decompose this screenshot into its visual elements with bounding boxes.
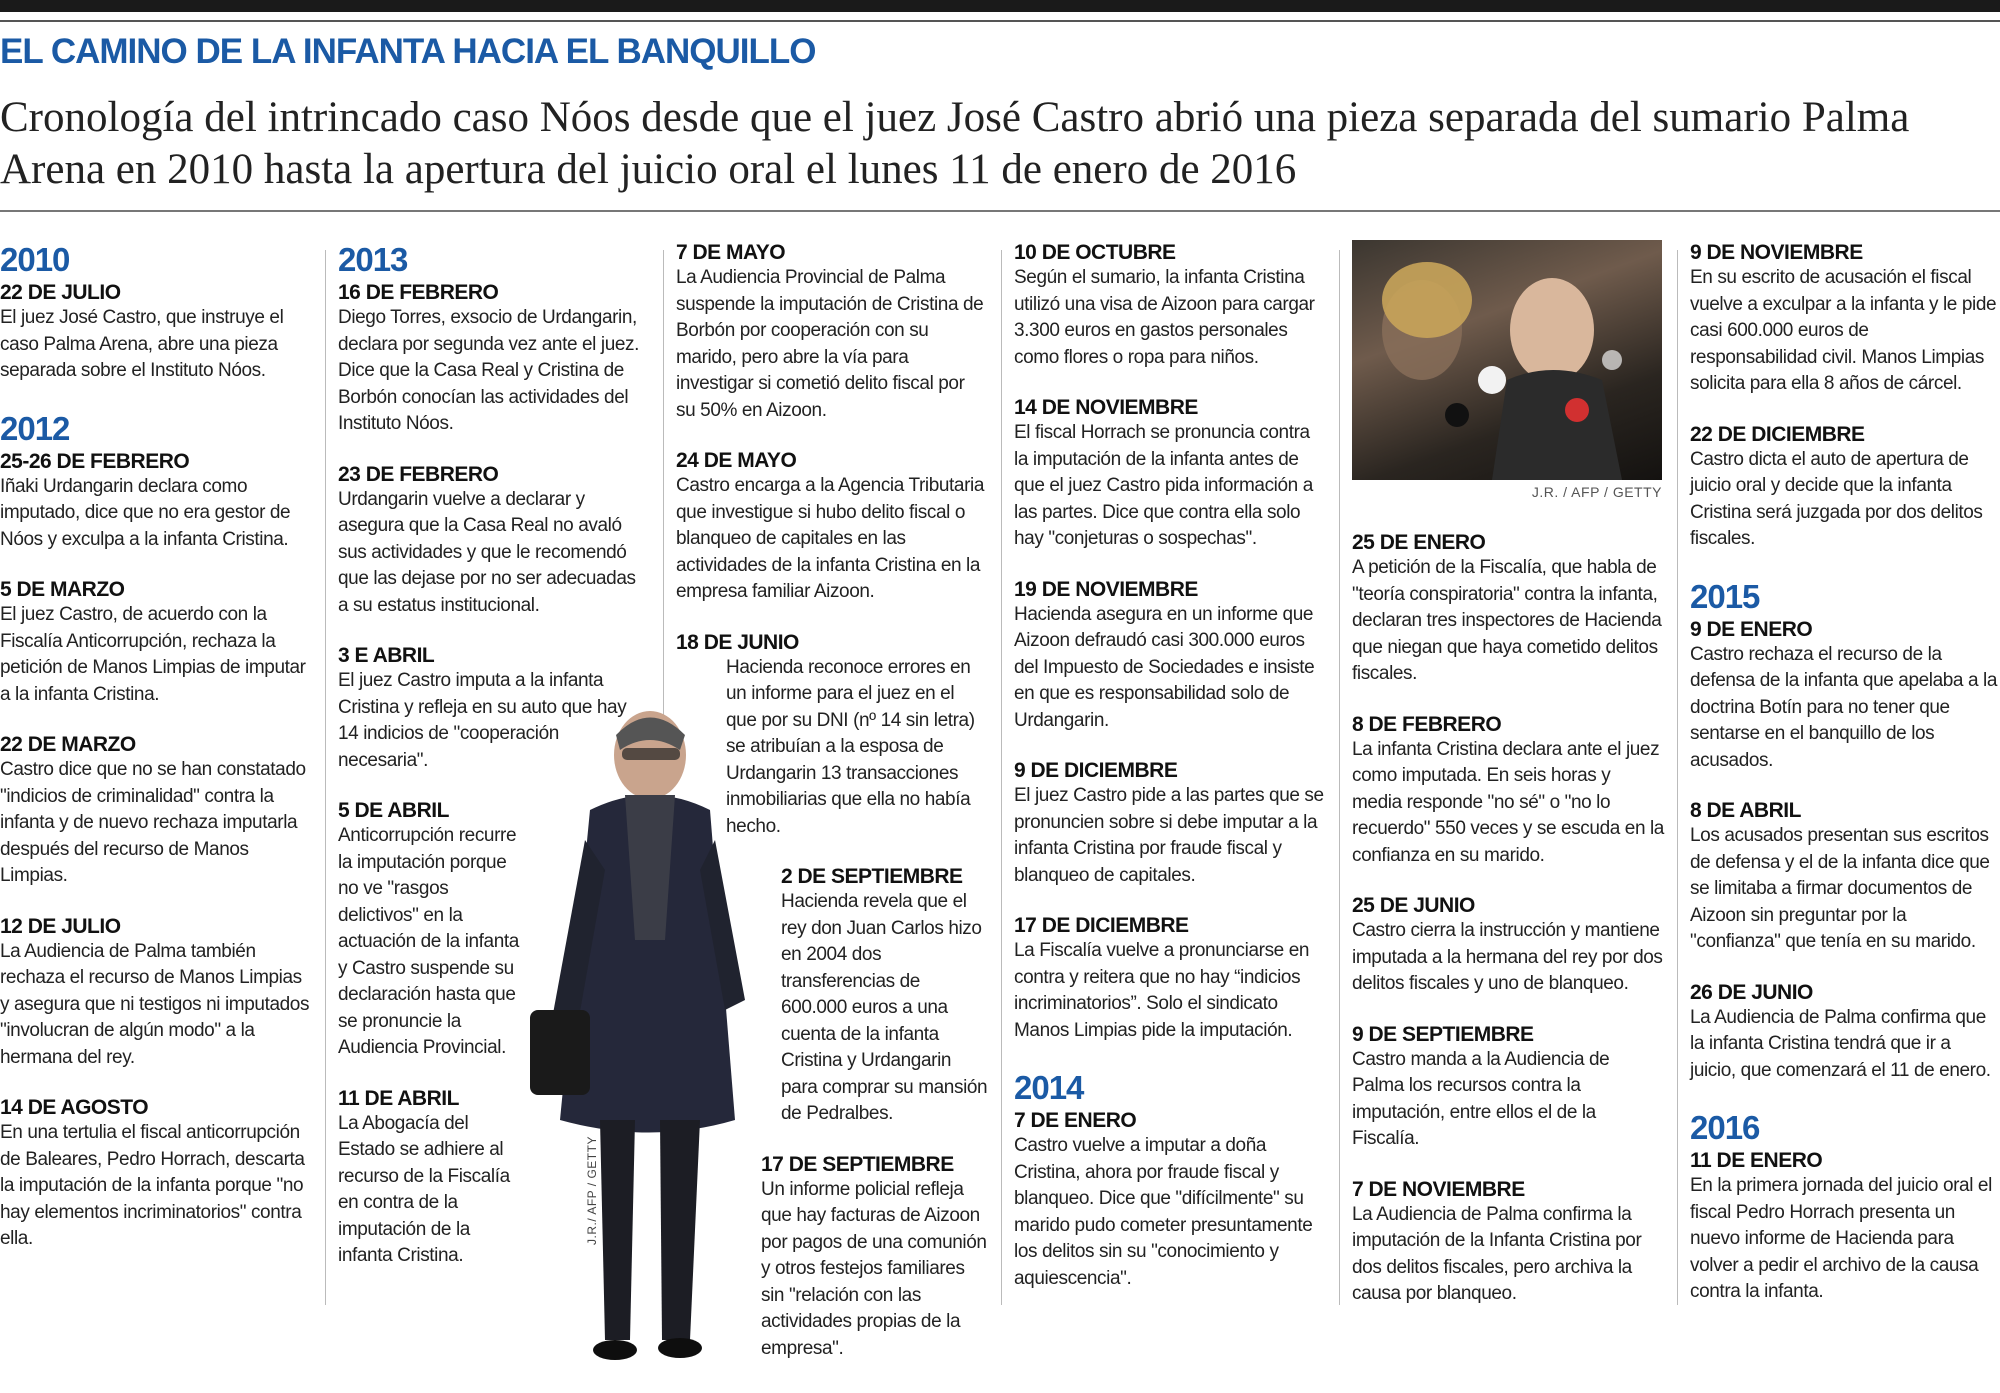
event-date: 23 DE FEBRERO: [338, 462, 499, 486]
event-text: La Fiscalía vuelve a pronunciarse en contra y reitera que no hay “indicios incriminatorios”. Solo el sindicato Manos Limpias pide la imputación.: [1014, 940, 1310, 1041]
event-text: Diego Torres, exsocio de Urdangarin, declara por segunda vez ante el juez. Dice que la Casa Real y Cristina de Borbón conocían las actividades del Instituto Nóos.: [338, 307, 640, 434]
event-date: 7 DE MAYO: [676, 241, 786, 264]
timeline-event: [1690, 1148, 2000, 1306]
timeline-event: [0, 449, 312, 554]
timeline-event: [1014, 758, 1326, 889]
timeline-event: [1352, 1022, 1664, 1153]
event-text: Castro encarga a la Agencia Tributaria que investigue si hubo delito fiscal o blanqueo de capitales en las actividades de la infanta Cristina en la empresa familiar Aizoon.: [676, 475, 984, 602]
column-divider: [1001, 250, 1002, 1305]
event-date: 17 DE SEPTIEMBRE: [761, 1152, 954, 1176]
event-text: Castro dice que no se han constatado "indicios de criminalidad" contra la infanta y de nuevo rechaza imputarla después del recurso de Manos Limpias.: [0, 759, 306, 886]
photo-credit-vertical: J.R./ AFP / GETTY: [585, 1136, 599, 1245]
event-text: Según el sumario, la infanta Cristina utilizó una visa de Aizoon para cargar 3.300 euros en gastos personales como flores o ropa para niños.: [1014, 267, 1315, 368]
event-date: 5 DE ABRIL: [338, 799, 449, 822]
event-date: 25 DE ENERO: [1352, 531, 1486, 554]
timeline-event: [1352, 712, 1664, 870]
timeline-event: [1352, 530, 1664, 688]
timeline-event: [338, 1086, 528, 1270]
event-text: El juez Castro, de acuerdo con la Fiscalía Anticorrupción, rechaza la petición de Manos Limpias de imputar a la infanta Cristina.: [0, 604, 306, 705]
event-text: Castro cierra la instrucción y mantiene imputada a la hermana del rey por dos delitos fiscales y uno de blanqueo.: [1352, 920, 1663, 994]
timeline-event: [1690, 240, 2000, 398]
press-photo: [1352, 240, 1662, 500]
header-rule: [0, 210, 2000, 212]
event-text: En la primera jornada del juicio oral el fiscal Pedro Horrach presenta un nuevo informe de Hacienda para volver a pedir el archivo de la causa contra la infanta.: [1690, 1175, 1992, 1302]
event-text: La Abogacía del Estado se adhiere al recurso de la Fiscalía en contra de la imputación de la infanta Cristina.: [338, 1112, 510, 1266]
event-date: 16 DE FEBRERO: [338, 281, 499, 304]
timeline-event: [0, 280, 312, 385]
event-text: La Audiencia Provincial de Palma suspende la imputación de Cristina de Borbón por cooperación con su marido, pero abre la vía para investigar si cometió delito fiscal por su 50% en Aizoon.: [676, 267, 984, 421]
event-date: 12 DE JULIO: [0, 914, 121, 938]
year-heading: 2012: [0, 409, 70, 447]
timeline-event: [338, 280, 650, 438]
timeline-event: [1690, 422, 2000, 553]
event-date: 9 DE SEPTIEMBRE: [1352, 1022, 1534, 1046]
timeline-event: [338, 798, 528, 1062]
event-text: Iñaki Urdangarin declara como imputado, dice que no era gestor de Nóos y exculpa a la infanta Cristina.: [0, 475, 291, 550]
event-text: Castro dicta el auto de apertura de juicio oral y decide que la infanta Cristina será juzgada por dos delitos fiscales.: [1690, 448, 1983, 549]
walking-man-photo: [530, 700, 760, 1380]
event-date: 11 DE ABRIL: [338, 1086, 459, 1110]
event-text: Castro vuelve a imputar a doña Cristina, ahora por fraude fiscal y blanqueo. Dice que "difícilmente" su marido pudo cometer presuntamente los delitos sin su "conocimiento y aquiescencia".: [1014, 1135, 1313, 1289]
timeline-event: [1014, 395, 1326, 553]
event-date: 25-26 DE FEBRERO: [0, 449, 190, 473]
column-divider: [1677, 250, 1678, 1305]
event-text: Hacienda revela que el rey don Juan Carlos hizo en 2004 dos transferencias de 600.000 euros a una cuenta de la infanta Cristina y Urdangarin para comprar su mansión de Pedralbes.: [781, 891, 988, 1124]
event-date: 24 DE MAYO: [676, 449, 797, 472]
event-text: En su escrito de acusación el fiscal vuelve a exculpar a la infanta y le pide casi 600.000 euros de responsabilidad civil. Manos Limpias solicita para ella 8 años de cárcel.: [1690, 267, 1997, 394]
timeline-event: [0, 732, 312, 890]
timeline-column-1: [0, 240, 312, 1277]
top-rule: [0, 20, 2000, 22]
event-text: El fiscal Horrach se pronuncia contra la imputación de la infanta antes de que el juez Castro pida información a las partes. Dice que contra ella solo hay "conjeturas o sospechas".: [1014, 422, 1313, 549]
event-text: La Audiencia de Palma confirma que la infanta Cristina tendrá que ir a juicio, que comenzará el 11 de enero.: [1690, 1006, 1991, 1081]
event-text: Un informe policial refleja que hay facturas de Aizoon por pagos de una comunión y otros festejos familiares sin "relación con las actividades propias de la empresa".: [761, 1178, 987, 1359]
event-date: 5 DE MARZO: [0, 578, 125, 601]
event-date: 17 DE DICIEMBRE: [1014, 914, 1189, 937]
timeline-event: [1690, 798, 2000, 956]
kicker-title: EL CAMINO DE LA INFANTA HACIA EL BANQUILLO: [0, 32, 816, 71]
year-heading: 2016: [1690, 1109, 1760, 1146]
column-divider: [1339, 250, 1340, 1305]
event-date: 22 DE MARZO: [0, 733, 136, 756]
timeline-event: [338, 462, 650, 620]
year-heading: 2015: [1690, 577, 1760, 615]
event-date: 26 DE JUNIO: [1690, 980, 1813, 1004]
event-text: La Audiencia de Palma también rechaza el recurso de Manos Limpias y asegura que ni testigos ni imputados "involucran de algún modo" a la hermana del rey.: [0, 940, 310, 1068]
timeline-event: [1014, 913, 1326, 1044]
event-date: 7 DE NOVIEMBRE: [1352, 1177, 1525, 1201]
event-date: 10 DE OCTUBRE: [1014, 241, 1176, 264]
event-date: 22 DE DICIEMBRE: [1690, 422, 1865, 446]
event-date: 18 DE JUNIO: [676, 630, 799, 654]
subtitle: Cronología del intrincado caso Nóos desde que el juez José Castro abrió una pieza separada del sumario Palma Arena en 2010 hasta la apertura del juicio oral el lunes 11 de enero de 2016: [0, 94, 1910, 193]
column-divider: [325, 250, 326, 1305]
event-date: 3 E ABRIL: [338, 644, 435, 667]
timeline-column-6: [1690, 240, 2000, 1330]
photo-credit: J.R. / AFP / GETTY: [1531, 484, 1662, 500]
timeline-event: [1352, 893, 1664, 998]
event-date: 9 DE ENERO: [1690, 617, 1813, 641]
event-date: 9 DE NOVIEMBRE: [1690, 241, 1863, 264]
timeline-event: [1352, 1177, 1664, 1308]
event-text: Castro rechaza el recurso de la defensa de la infanta que apelaba a la doctrina Botín para no tener que sentarse en el banquillo de los acusados.: [1690, 643, 1998, 771]
event-text: El juez Castro pide a las partes que se pronuncien sobre si debe imputar a la infanta Cristina por fraude fiscal y blanqueo de capitales.: [1014, 785, 1324, 886]
event-text: En una tertulia el fiscal anticorrupción de Baleares, Pedro Horrach, descarta la imputación de la infanta porque "no hay elementos incriminatorios" contra ella.: [0, 1122, 305, 1249]
event-text: Anticorrupción recurre la imputación porque no ve "rasgos delictivos" en la actuación de la infanta y Castro suspende su declaración hasta que se pronuncie la Audiencia Provincial.: [338, 825, 519, 1058]
event-text: Los acusados presentan sus escritos de defensa y el de la infanta dice que se limitaba a firmar documentos de Aizoon sin preguntar por la "confianza" que tenía en su marido.: [1690, 825, 1990, 952]
event-text: La Audiencia de Palma confirma la imputación de la Infanta Cristina por dos delitos fiscales, pero archiva la causa por blanqueo.: [1352, 1203, 1642, 1304]
event-date: 25 DE JUNIO: [1352, 894, 1475, 917]
event-date: 7 DE ENERO: [1014, 1109, 1137, 1132]
timeline-event: [0, 1095, 312, 1253]
event-date: 22 DE JULIO: [0, 281, 121, 304]
event-text: La infanta Cristina declara ante el juez como imputada. En seis horas y media responde "no sé" o "no lo recuerdo" 550 veces y se escuda en la confianza en su marido.: [1352, 738, 1664, 866]
event-text: A petición de la Fiscalía, que habla de "teoría conspiratoria" contra la infanta, declaran tres inspectores de Hacienda que niegan que haya cometido delitos fiscales.: [1352, 557, 1662, 684]
event-date: 14 DE AGOSTO: [0, 1096, 149, 1119]
event-date: 14 DE NOVIEMBRE: [1014, 396, 1198, 419]
timeline-event: [1690, 617, 2000, 775]
timeline-event: [1690, 980, 2000, 1085]
year-heading: 2010: [0, 241, 70, 278]
timeline-event: [1014, 1108, 1326, 1292]
event-text: El juez José Castro, que instruye el caso Palma Arena, abre una pieza separada sobre el Instituto Nóos.: [0, 307, 284, 381]
press-photo-image: [1352, 240, 1662, 480]
event-date: 9 DE DICIEMBRE: [1014, 759, 1178, 782]
event-text: El juez Castro imputa a la infanta Cristina y refleja en su auto que hay 14 indicios de "cooperación necesaria".: [338, 670, 627, 771]
event-date: 11 DE ENERO: [1690, 1149, 1823, 1172]
timeline-event: [676, 240, 988, 424]
year-heading: 2014: [1014, 1069, 1084, 1106]
timeline-event: [676, 448, 988, 606]
timeline-event: [0, 914, 312, 1072]
event-text: Hacienda reconoce errores en un informe para el juez en el que por su DNI (nº 14 sin letra) se atribuían a la esposa de Urdangarin 13 transacciones inmobiliarias que ella no había hecho.: [726, 656, 975, 837]
event-date: 8 DE ABRIL: [1690, 799, 1801, 822]
year-heading: 2013: [338, 241, 408, 278]
event-date: 2 DE SEPTIEMBRE: [781, 865, 963, 888]
timeline-event: [0, 577, 312, 708]
event-date: 8 DE FEBRERO: [1352, 712, 1502, 736]
event-date: 19 DE NOVIEMBRE: [1014, 577, 1198, 601]
top-bar: [0, 0, 2000, 12]
timeline-event: [1014, 240, 1326, 371]
timeline-column-5: [1352, 240, 1664, 1332]
event-text: Castro manda a la Audiencia de Palma los recursos contra la imputación, entre ellos el de la Fiscalía.: [1352, 1048, 1610, 1149]
timeline-event: [1014, 577, 1326, 735]
timeline-column-4: [1014, 240, 1326, 1316]
event-text: Hacienda asegura en un informe que Aizoon defraudó casi 300.000 euros del Impuesto de Sociedades e insiste en que es responsabilidad solo de Urdangarin.: [1014, 603, 1315, 731]
event-text: Urdangarin vuelve a declarar y asegura que la Casa Real no avaló sus actividades y que le recomendó que las dejase por no ser adecuadas a su estatus institucional.: [338, 488, 636, 616]
